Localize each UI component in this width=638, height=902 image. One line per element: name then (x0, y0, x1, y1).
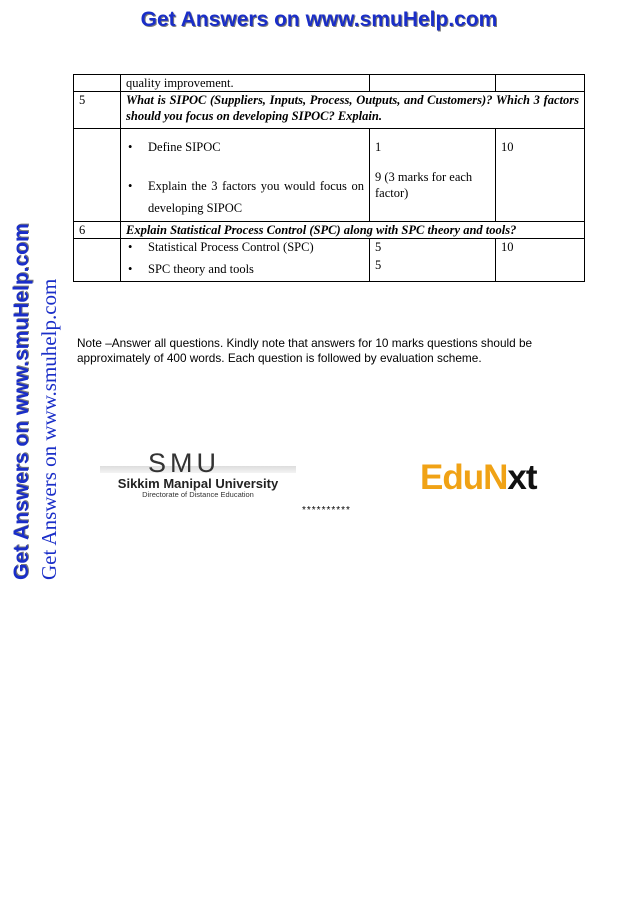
table-row (74, 129, 585, 222)
side-watermark-bold: Get Answers on www.smuHelp.com (10, 223, 33, 580)
question-text: Explain Statistical Process Control (SPC) along with SPC theory and tools? (121, 222, 585, 239)
smu-logo (98, 448, 298, 500)
question-table (73, 74, 585, 282)
footer-stars: ********** (302, 505, 351, 516)
smu-directorate: Directorate of Distance Education (142, 490, 254, 499)
list-item: • SPC theory and tools (148, 261, 364, 277)
question-number: 6 (74, 222, 121, 239)
marks-value: 9 (3 marks for each factor) (375, 170, 473, 200)
marks-value: 5 (375, 258, 382, 272)
note-text: Note –Answer all questions. Kindly note that answers for 10 marks questions should be approximately of 400 words. Each question is followed by evaluation scheme. (77, 336, 533, 365)
table-row (74, 75, 585, 92)
table-row (74, 239, 585, 282)
criteria-list (126, 239, 364, 277)
total-marks: 10 (496, 239, 585, 282)
list-item: • Explain the 3 factors you would focus on developing SIPOC (148, 175, 364, 219)
table-row (74, 222, 585, 239)
table-row (74, 92, 585, 129)
smu-university-name: Sikkim Manipal University (117, 476, 279, 491)
marks-value: 5 (375, 240, 382, 254)
list-item: • Define SIPOC (148, 139, 364, 155)
total-marks: 10 (496, 129, 585, 222)
side-watermark-serif: Get Answers on www.smuhelp.com (37, 278, 61, 580)
list-item: • Statistical Process Control (SPC) (148, 239, 364, 255)
carry-text: quality improvement. (121, 75, 370, 92)
marks-value: 1 (375, 140, 382, 154)
smu-logo-text: SMU (148, 448, 220, 478)
criteria-list (126, 139, 364, 219)
question-text: What is SIPOC (Suppliers, Inputs, Process, Outputs, and Customers)? Which 3 factors should you focus on developing SIPOC? Explain. (121, 92, 585, 129)
edunxt-logo: EduNxt (420, 458, 537, 497)
top-banner: Get Answers on www.smuHelp.com (140, 8, 498, 31)
question-number: 5 (74, 92, 121, 129)
